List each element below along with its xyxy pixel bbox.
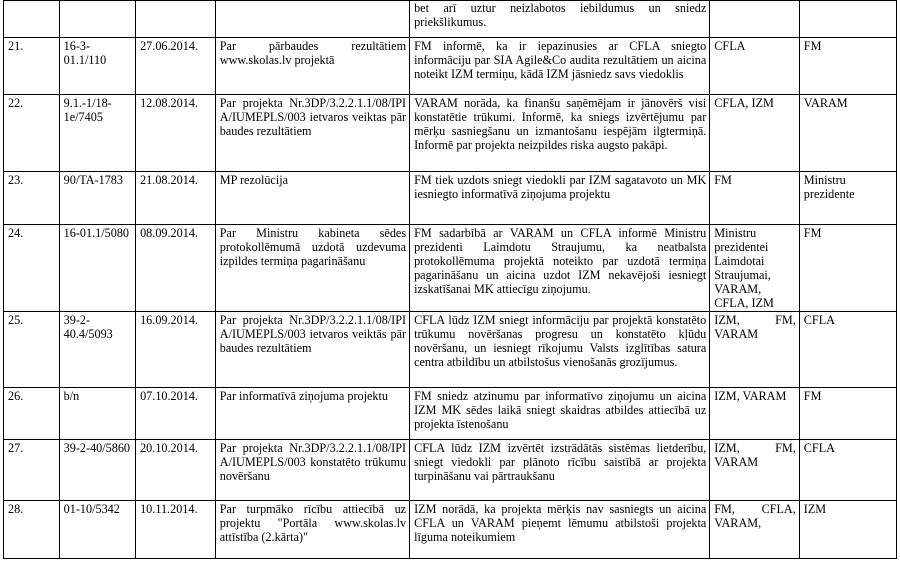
document-number: 39-2-40.4/5093 <box>59 312 135 388</box>
document-sender: IZM <box>799 501 896 559</box>
document-subject: Par projekta Nr.3DP/3.2.2.1.1/08/IPIA/IUMEPLS/003 konstatēto trūkumu novēršanu <box>215 440 409 501</box>
document-number <box>59 1 135 38</box>
document-subject: Par pārbaudes rezultātiem www.skolas.lv projektā <box>215 38 409 95</box>
document-date: 27.06.2014. <box>136 38 216 95</box>
document-number: 90/TA-1783 <box>59 172 135 225</box>
document-content: FM sadarbībā ar VARAM un CFLA informē Ministru prezidenti Laimdotu Straujumu, ka neatbalsta protokollēmuma projektā noteikto par uzdotā termiņa pagarināšanu un aicina uzdot IZM nekavējoši iesniegt izskatīšanai MK attiecīgu ziņojumu. <box>410 225 710 312</box>
document-addressee: Ministru prezidentei Laimdotai Straujumai, VARAM, CFLA, IZM <box>710 225 800 312</box>
document-content: FM tiek uzdots sniegt viedokli par IZM sagatavoto un MK iesniegto informatīvā ziņojuma projektu <box>410 172 710 225</box>
document-number: b/n <box>59 388 135 440</box>
document-addressee: IZM, VARAM <box>710 388 800 440</box>
document-number: 16-01.1/5080 <box>59 225 135 312</box>
row-number: 22. <box>4 95 60 172</box>
document-subject: Par informatīvā ziņojuma projektu <box>215 388 409 440</box>
document-date: 08.09.2014. <box>136 225 216 312</box>
correspondence-table <box>3 0 897 559</box>
document-number: 39-2-40/5860 <box>59 440 135 501</box>
document-subject: Par projekta Nr.3DP/3.2.2.1.1/08/IPIA/IUMEPLS/003 ietvaros veiktas pārbaudes rezultātiem <box>215 95 409 172</box>
document-content: CFLA lūdz IZM sniegt informāciju par projektā konstatēto trūkumu novēršanas progresu un konstatēto kļūdu novēršanu, un iesniegt rīkojumu Valsts izglītības satura centra atbildību un atbilstošus vienošanās grozījumus. <box>410 312 710 388</box>
row-number: 26. <box>4 388 60 440</box>
document-addressee: IZM, FM, VARAM <box>710 312 800 388</box>
document-subject <box>215 1 409 38</box>
document-content: bet arī uztur neizlabotos iebildumus un sniedz priekšlikumus. <box>410 1 710 38</box>
document-addressee: CFLA <box>710 38 800 95</box>
table-row <box>4 38 897 95</box>
document-page <box>3 0 897 559</box>
row-number: 28. <box>4 501 60 559</box>
document-sender <box>799 1 896 38</box>
table-row <box>4 172 897 225</box>
document-sender: VARAM <box>799 95 896 172</box>
document-date: 10.11.2014. <box>136 501 216 559</box>
document-sender: FM <box>799 38 896 95</box>
document-addressee: FM, CFLA, VARAM, <box>710 501 800 559</box>
row-number <box>4 1 60 38</box>
document-number: 16-3-01.1/110 <box>59 38 135 95</box>
row-number: 25. <box>4 312 60 388</box>
table-row <box>4 1 897 38</box>
table-row <box>4 95 897 172</box>
table-row <box>4 388 897 440</box>
document-subject: Par projekta Nr.3DP/3.2.2.1.1/08/IPIA/IUMEPLS/003 ietvaros veiktās pārbaudes rezultātiem <box>215 312 409 388</box>
document-number: 9.1.-1/18-1e/7405 <box>59 95 135 172</box>
document-date: 12.08.2014. <box>136 95 216 172</box>
document-content: FM informē, ka ir iepazinusies ar CFLA sniegto informāciju par SIA Agile&Co audita rezultātiem un aicina noteikt IZM termiņu, kādā IZM jāsniedz savs viedoklis <box>410 38 710 95</box>
document-sender: FM <box>799 388 896 440</box>
document-addressee: IZM, FM, VARAM <box>710 440 800 501</box>
document-subject: Par Ministru kabineta sēdes protokollēmumā uzdotā uzdevuma izpildes termiņa pagarināšanu <box>215 225 409 312</box>
table-row <box>4 312 897 388</box>
document-content: CFLA lūdz IZM izvērtēt izstrādātās sistēmas lietderību, sniegt viedokli par plānoto rīcību saistībā ar projekta turpināšanu vai pārtraukšanu <box>410 440 710 501</box>
document-addressee <box>710 1 800 38</box>
document-content: VARAM norāda, ka finanšu saņēmējam ir jānovērš visi konstatētie trūkumi. Informē, ka sniegs izvērtējumu par mērķu sasniegšanu un izmantošanu iespējām ilgtermiņā. Informē par projekta neizpildes riska augsto pakāpi. <box>410 95 710 172</box>
document-addressee: FM <box>710 172 800 225</box>
document-date: 16.09.2014. <box>136 312 216 388</box>
document-date <box>136 1 216 38</box>
row-number: 27. <box>4 440 60 501</box>
document-content: FM sniedz atzinumu par informatīvo ziņojumu un aicina IZM MK sēdes laikā sniegt skaidras atbildes attiecībā uz projekta īstenošanu <box>410 388 710 440</box>
row-number: 21. <box>4 38 60 95</box>
table-row <box>4 501 897 559</box>
document-addressee: CFLA, IZM <box>710 95 800 172</box>
document-sender: FM <box>799 225 896 312</box>
document-date: 21.08.2014. <box>136 172 216 225</box>
document-sender: CFLA <box>799 312 896 388</box>
row-number: 23. <box>4 172 60 225</box>
document-content: IZM norādā, ka projekta mērķis nav sasniegts un aicina CFLA un VARAM pieņemt lēmumu atbilstoši projekta līguma noteikumiem <box>410 501 710 559</box>
table-row <box>4 440 897 501</box>
document-subject: MP rezolūcija <box>215 172 409 225</box>
document-subject: Par turpmāko rīcību attiecībā uz projektu "Portāla www.skolas.lv attīstība (2.kārta)" <box>215 501 409 559</box>
document-sender: CFLA <box>799 440 896 501</box>
document-date: 07.10.2014. <box>136 388 216 440</box>
row-number: 24. <box>4 225 60 312</box>
document-sender: Ministru prezidente <box>799 172 896 225</box>
document-date: 20.10.2014. <box>136 440 216 501</box>
table-row <box>4 225 897 312</box>
document-number: 01-10/5342 <box>59 501 135 559</box>
